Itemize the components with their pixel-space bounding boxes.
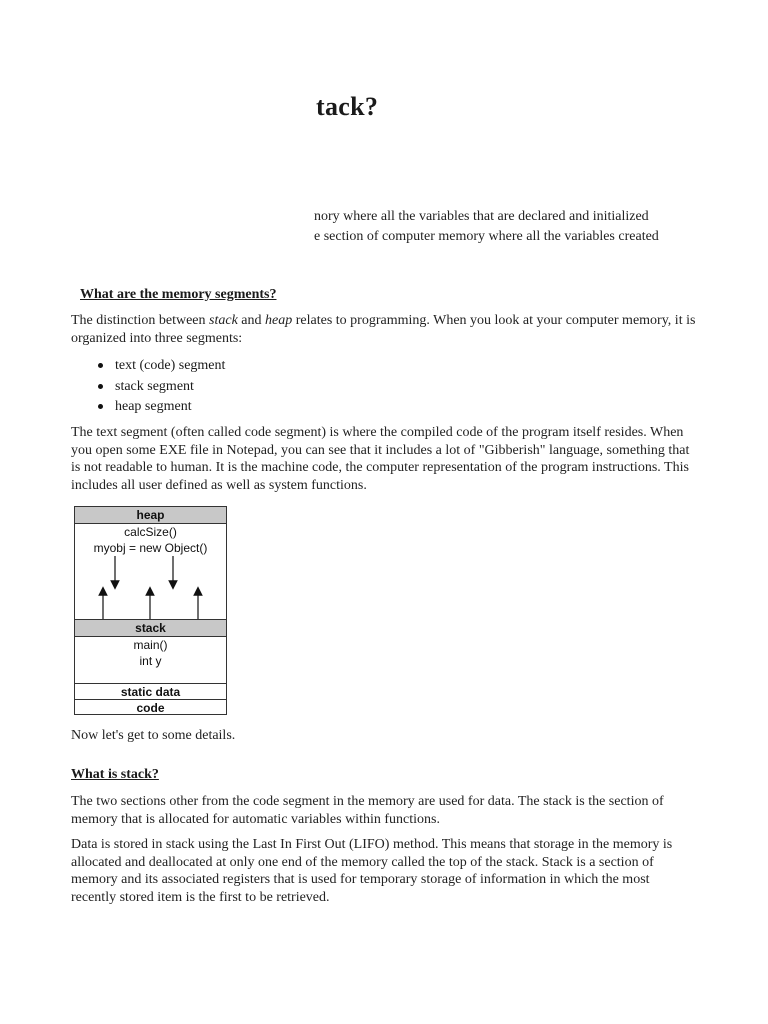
segments-intro-text-b: and [237, 313, 266, 328]
diagram-heap-item: myobj = new Object() [93, 541, 208, 555]
diagram-heap-label: heap [75, 507, 226, 523]
stack-paragraph-1: The two sections other from the code segment in the memory are used for data. The stack is the section of memory that is allocated for automatic variables within functions. [71, 794, 664, 827]
segments-intro-text-a: The distinction between [71, 313, 210, 328]
stack-paragraph-2: Data is stored in stack using the Last In First Out (LIFO) method. This means that storage in the memory is allocated and deallocated at only one end of the memory called the top of the stack. Stack is a section of memory and its associated registers that is used for temporary storage of information in which the most recently stored item is the first to be retrieved. [71, 837, 673, 905]
diagram-stack-item: main() [133, 638, 168, 652]
stack-term: stack [209, 313, 238, 328]
page-title: tack? [316, 92, 379, 121]
intro-partial-line-1: nory where all the variables that are declared and initialized [314, 209, 649, 224]
segments-intro-paragraph [71, 312, 696, 347]
memory-layout-diagram [74, 506, 227, 715]
intro-partial-line-2: e section of computer memory where all the variables created [314, 229, 659, 244]
what-is-stack-heading: What is stack? [71, 767, 159, 782]
list-item: text (code) segment [115, 356, 225, 377]
heap-term: heap [265, 313, 293, 328]
diagram-stack-label: stack [75, 620, 226, 636]
diagram-static-data-label: static data [120, 685, 181, 699]
details-paragraph: Now let's get to some details. [71, 728, 236, 743]
segments-list [71, 356, 225, 418]
list-item: heap segment [115, 397, 225, 418]
text-segment-paragraph: The text segment (often called code segment) is where the compiled code of the program itself resides. When you open some EXE file in Notepad, you can see that it includes a lot of "Gibberish" language, something that is not readable to human. It is the machine code, the computer representation of the program instructions. This includes all user defined as well as system functions. [71, 425, 690, 493]
memory-segments-heading: What are the memory segments? [80, 287, 277, 302]
diagram-code-label: code [136, 701, 165, 715]
diagram-heap-item: calcSize() [124, 525, 177, 539]
segments-intro-text-c: relates to programming. When you look at your computer memory, it is organized into three segments: [71, 313, 696, 346]
list-item: stack segment [115, 377, 225, 398]
diagram-stack-item: int y [139, 654, 162, 668]
